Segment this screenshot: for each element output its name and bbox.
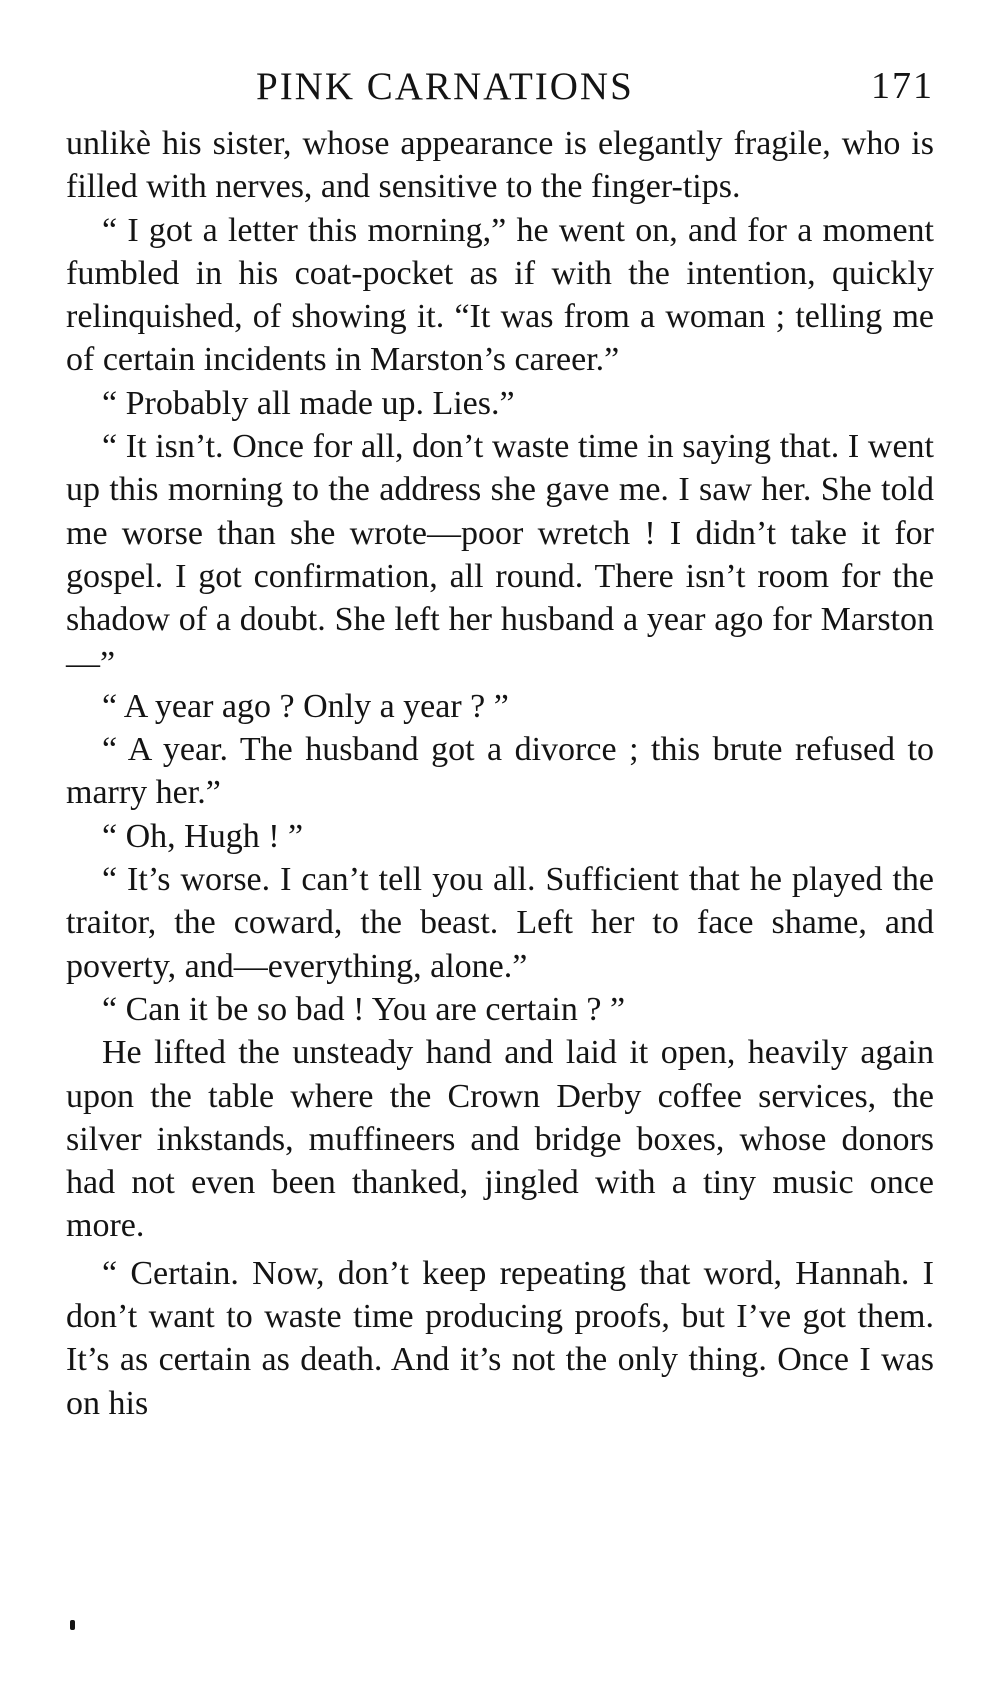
page-number: 171 xyxy=(871,65,934,107)
paragraph-divorce: “ A year. The husband got a divorce ; this brute refused to marry her.” xyxy=(66,731,934,812)
page-header xyxy=(66,58,934,122)
paragraph-continued: unlikè his sister, whose appearance is elegantly fragile, who is filled with nerves, and sensitive to the finger-tips. xyxy=(66,125,934,206)
paragraph-it-isnt: “ It isn’t. Once for all, don’t waste time in saying that. I went up this morning to the address she gave me. I saw her. She told me worse than she wrote—poor wretch ! I didn’t take it for gospel. I got confirmation, all round. There isn’t room for the shadow of a doubt. She left her husband a year ago for Marston—” xyxy=(66,428,934,682)
paragraph-he-lifted: He lifted the unsteady hand and laid it open, heavily again upon the table where the Crown Derby coffee services, the silver inkstands, muffineers and bridge boxes, whose donors had not even been thanked, jingled with a tiny music once more. xyxy=(66,1034,934,1245)
paragraph-its-worse: “ It’s worse. I can’t tell you all. Sufficient that he played the traitor, the coward, the beast. Left her to face shame, and poverty, and—everything, alone.” xyxy=(66,861,934,985)
book-page xyxy=(66,58,934,1425)
body-text xyxy=(66,122,934,1425)
paragraph-letter: “ I got a letter this morning,” he went on, and for a moment fumbled in his coat-pocket as if with the intention, quickly relinquished, of showing it. “It was from a woman ; telling me of certain incidents in Marston’s career.” xyxy=(66,211,934,379)
print-mark xyxy=(70,1620,75,1630)
paragraph-can-it-be: “ Can it be so bad ! You are certain ? ” xyxy=(102,990,626,1028)
paragraph-oh-hugh: “ Oh, Hugh ! ” xyxy=(102,817,304,855)
paragraph-probably: “ Probably all made up. Lies.” xyxy=(102,384,515,422)
paragraph-a-year-ago: “ A year ago ? Only a year ? ” xyxy=(102,687,509,725)
running-head: PINK CARNATIONS xyxy=(256,65,634,108)
paragraph-certain: “ Certain. Now, don’t keep repeating that word, Hannah. I don’t want to waste time producing proofs, but I’ve got them. It’s as certain as death. And it’s not the only thing. Once I was on his xyxy=(66,1254,934,1422)
